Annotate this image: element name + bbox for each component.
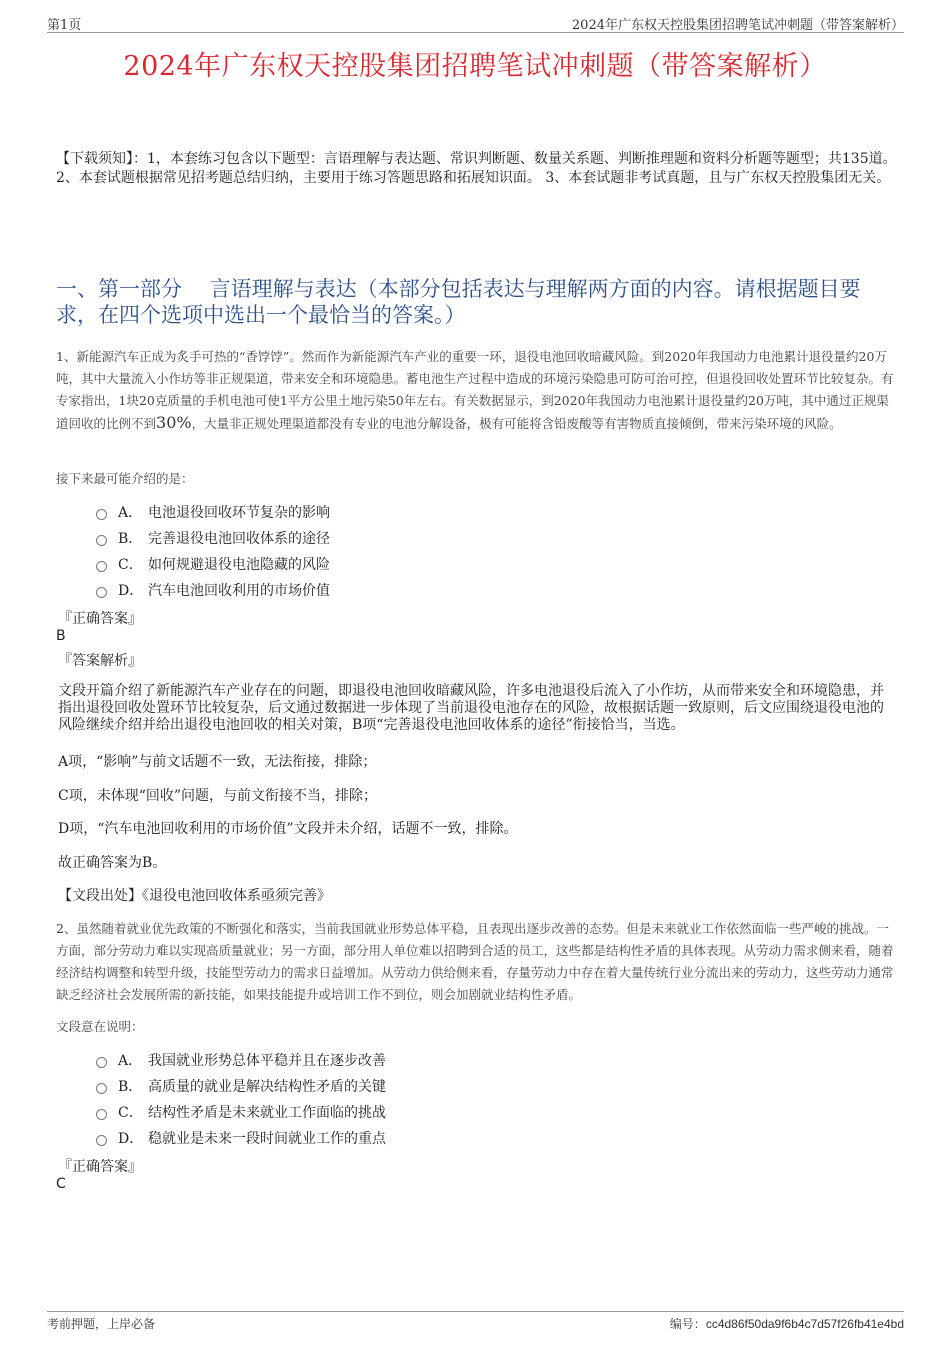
analysis-conclusion: 故正确答案为B。 <box>58 855 167 871</box>
option-a[interactable] <box>96 1047 386 1073</box>
option-text: 高质量的就业是解决结构性矛盾的关键 <box>148 1079 386 1095</box>
question-2-options <box>96 1047 386 1151</box>
option-letter: B． <box>118 1079 143 1095</box>
radio-icon[interactable] <box>96 509 107 520</box>
question-1-prompt: 接下来最可能介绍的是： <box>56 471 194 486</box>
radio-icon[interactable] <box>96 535 107 546</box>
analysis-line-d: D项，“汽车电池回收利用的市场价值”文段并未介绍，话题不一致，排除。 <box>58 821 518 837</box>
header-divider <box>47 32 904 33</box>
option-letter: A． <box>118 505 143 521</box>
option-d[interactable] <box>96 577 330 603</box>
percent-value: 30% <box>156 413 192 432</box>
answer-label: 『正确答案』 <box>58 611 142 627</box>
option-text: 如何规避退役电池隐藏的风险 <box>148 557 330 573</box>
option-letter: D． <box>118 583 144 599</box>
question-2-prompt: 文段意在说明： <box>56 1019 144 1034</box>
option-letter: D． <box>118 1131 144 1147</box>
question-1-options <box>96 499 330 603</box>
radio-icon[interactable] <box>96 1109 107 1120</box>
radio-icon[interactable] <box>96 1135 107 1146</box>
question-2-text: 2、虽然随着就业优先政策的不断强化和落实，当前我国就业形势总体平稳，且表现出逐步改善的态势。但是未来就业工作依然面临一些严峻的挑战。一方面，部分劳动力难以实现高质量就业；另一方面，部分用人单位难以招聘到合适的员工，这些都是结构性矛盾的具体表现。从劳动力需求侧来看，随着经济结构调整和转型升级，技能型劳动力的需求日益增加。从劳动力供给侧来看，存量劳动力中存在着大量传统行业分流出来的劳动力，这些劳动力通常缺乏经济社会发展所需的新技能，如果技能提升或培训工作不到位，则会加剧就业结构性矛盾。 <box>56 921 894 1002</box>
analysis-label: 『答案解析』 <box>58 653 142 669</box>
document-code <box>670 1315 904 1332</box>
code-value: cc4d86f50da9f6b4c7d57f26fb41e4bd <box>705 1317 904 1331</box>
footer-slogan: 考前押题，上岸必备 <box>47 1317 156 1331</box>
radio-icon[interactable] <box>96 1083 107 1094</box>
option-letter: B． <box>118 531 143 547</box>
option-d[interactable] <box>96 1125 386 1151</box>
option-c[interactable] <box>96 551 330 577</box>
question-1-text <box>56 346 898 435</box>
source-citation: 【文段出处】《退役电池回收体系亟须完善》 <box>58 888 331 904</box>
answer-value: C <box>56 1176 66 1192</box>
header-doc-title: 2024年广东权天控股集团招聘笔试冲刺题（带答案解析） <box>571 18 904 33</box>
analysis-line-c: C项，未体现“回收”问题，与前文衔接不当，排除； <box>58 788 378 804</box>
footer-divider <box>47 1311 904 1312</box>
radio-icon[interactable] <box>96 587 107 598</box>
page-number: 第1页 <box>47 18 82 33</box>
option-b[interactable] <box>96 1073 386 1099</box>
option-text: 汽车电池回收利用的市场价值 <box>148 583 330 599</box>
question-1-text-b: ，大量非正规处理渠道都没有专业的电池分解设备，极有可能将含铅废酸等有害物质直接倾倒，带来污染环境的风险。 <box>191 416 842 431</box>
option-text: 完善退役电池回收体系的途径 <box>148 531 330 547</box>
option-text: 电池退役回收环节复杂的影响 <box>148 505 330 521</box>
download-notice: 【下载须知】：1，本套练习包含以下题型：言语理解与表达题、常识判断题、数量关系题、判断推理题和资料分析题等题型；共135道。 2、本套试题根据常见招考题总结归纳，主要用于练习答题思路和拓展知识面。 3、本套试题非考试真题，且与广东权天控股集团无关。 <box>56 151 897 186</box>
page-title: 2024年广东权天控股集团招聘笔试冲刺题（带答案解析） <box>123 51 827 82</box>
option-c[interactable] <box>96 1099 386 1125</box>
radio-icon[interactable] <box>96 561 107 572</box>
section-heading: 一、第一部分 言语理解与表达（本部分包括表达与理解两方面的内容。请根据题目要求，在四个选项中选出一个最恰当的答案。） <box>56 277 861 327</box>
code-label: 编号： <box>669 1317 706 1331</box>
option-text: 我国就业形势总体平稳并且在逐步改善 <box>148 1053 386 1069</box>
analysis-line-a: A项，“影响”与前文话题不一致，无法衔接，排除； <box>58 754 377 770</box>
option-letter: C． <box>118 557 143 573</box>
analysis-paragraph: 文段开篇介绍了新能源汽车产业存在的问题，即退役电池回收暗藏风险，许多电池退役后流入了小作坊，从而带来安全和环境隐患，并指出退役回收处置环节比较复杂，后文通过数据进一步体现了当前退役电池存在的风险，故根据话题一致原则，后文应围绕退役电池的风险继续介绍并给出退役电池回收的相关对策，B项“完善退役电池回收体系的途径”衔接恰当，当选。 <box>58 683 884 733</box>
answer-label: 『正确答案』 <box>58 1159 142 1175</box>
option-letter: C． <box>118 1105 143 1121</box>
option-letter: A． <box>118 1053 143 1069</box>
option-text: 结构性矛盾是未来就业工作面临的挑战 <box>148 1105 386 1121</box>
radio-icon[interactable] <box>96 1057 107 1068</box>
option-b[interactable] <box>96 525 330 551</box>
option-text: 稳就业是未来一段时间就业工作的重点 <box>148 1131 386 1147</box>
answer-value: B <box>56 628 66 644</box>
question-1-text-a: 1、新能源汽车正成为炙手可热的“香饽饽”。然而作为新能源汽车产业的重要一环，退役电池回收暗藏风险。到2020年我国动力电池累计退役量约20万吨，其中大量流入小作坊等非正规渠道，带来安全和环境隐患。蓄电池生产过程中造成的环境污染隐患可防可治可控，但退役回收处置环节比较复杂。有专家指出，1块20克质量的手机电池可使1平方公里土地污染50年左右。有关数据显示，到2020年我国动力电池累计退役量约20万吨，其中通过正规渠道回收的比例不到 <box>56 349 894 431</box>
option-a[interactable] <box>96 499 330 525</box>
